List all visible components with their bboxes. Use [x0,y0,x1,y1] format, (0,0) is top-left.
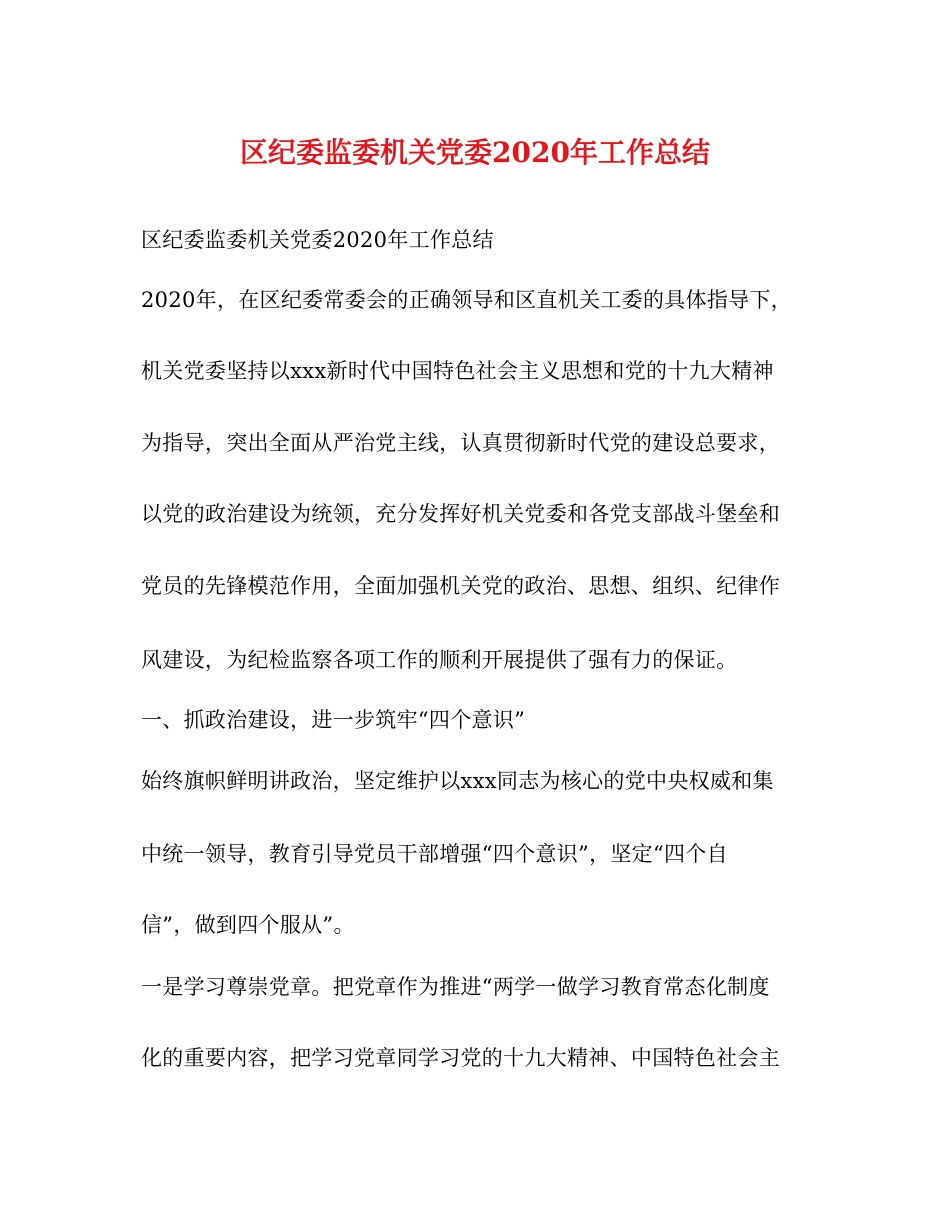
paragraph-line: 化的重要内容，把学习党章同学习党的十九大精神、中国特色社会主 [141,1046,780,1070]
paragraph-line: 党员的先锋模范作用，全面加强机关党的政治、思想、组织、纪律作 [141,574,780,598]
paragraph-line: 以党的政治建设为统领，充分发挥好机关党委和各党支部战斗堡垒和 [141,502,780,526]
paragraph-line: 信”，做到四个服从”。 [141,913,355,937]
paragraph-line: 为指导，突出全面从严治党主线，认真贯彻新时代党的建设总要求， [141,431,780,455]
section-heading: 一、抓政治建设，进一步筑牢“四个意识” [141,708,526,732]
paragraph-line: 一是学习尊崇党章。把党章作为推进“两学一做学习教育常态化制度 [141,975,770,999]
paragraph-line: 2020年，在区纪委常委会的正确领导和区直机关工委的具体指导下， [141,288,793,312]
paragraph-line: 中统一领导，教育引导党员干部增强“四个意识”，坚定“四个自 [141,842,728,866]
document-title: 区纪委监委机关党委2020年工作总结 [240,136,710,169]
subtitle-line: 区纪委监委机关党委2020年工作总结 [141,228,494,252]
paragraph-line: 始终旗帜鲜明讲政治，坚定维护以xxx同志为核心的党中央权威和集 [141,769,774,793]
paragraph-line: 机关党委坚持以xxx新时代中国特色社会主义思想和党的十九大精神 [141,359,774,383]
paragraph-line: 风建设，为纪检监察各项工作的顺利开展提供了强有力的保证。 [141,648,738,672]
